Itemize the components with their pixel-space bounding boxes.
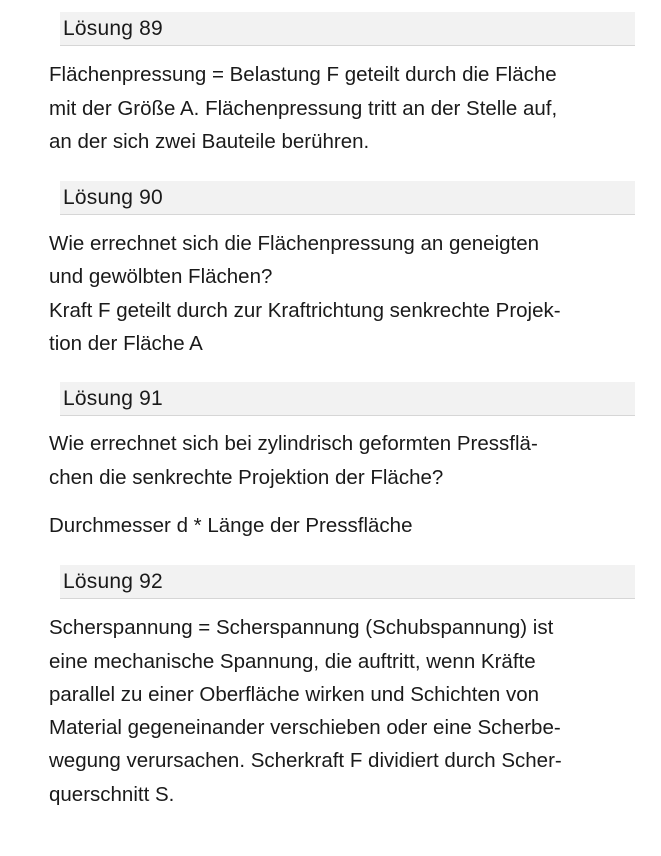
solution-heading-label: Lösung 92 xyxy=(63,570,163,593)
solution-heading-label: Lösung 90 xyxy=(63,186,163,209)
answer-text-line: eine mechanische Spannung, die auftritt, wenn Kräfte xyxy=(49,650,536,673)
question-text-line: chen die senkrechte Projektion der Fläche? xyxy=(49,466,444,489)
solution-heading-90 xyxy=(60,181,635,215)
answer-text-line: Scherspannung = Scherspannung (Schubspannung) ist xyxy=(49,616,554,639)
solution-heading-label: Lösung 89 xyxy=(63,17,163,40)
question-text-line: Wie errechnet sich bei zylindrisch geformten Pressflä- xyxy=(49,432,538,455)
answer-text-line: Durchmesser d * Länge der Pressfläche xyxy=(49,514,413,537)
solution-heading-92 xyxy=(60,565,635,599)
solution-heading-label: Lösung 91 xyxy=(63,387,163,410)
answer-text-line: Material gegeneinander verschieben oder eine Scherbe- xyxy=(49,716,561,739)
solution-heading-91 xyxy=(60,382,635,416)
answer-text-line: parallel zu einer Oberfläche wirken und Schichten von xyxy=(49,683,539,706)
answer-text-line: wegung verursachen. Scherkraft F dividiert durch Scher- xyxy=(49,749,562,772)
answer-text-line: an der sich zwei Bauteile berühren. xyxy=(49,130,370,153)
answer-text-line: Flächenpressung = Belastung F geteilt durch die Fläche xyxy=(49,63,557,86)
answer-text-line: querschnitt S. xyxy=(49,783,175,806)
answer-text-line: mit der Größe A. Flächenpressung tritt an der Stelle auf, xyxy=(49,97,558,120)
question-text-line: und gewölbten Flächen? xyxy=(49,265,273,288)
answer-text-line: Kraft F geteilt durch zur Kraftrichtung senkrechte Projek- xyxy=(49,299,561,322)
answer-text-line: tion der Fläche A xyxy=(49,332,203,355)
solution-heading-89 xyxy=(60,12,635,46)
question-text-line: Wie errechnet sich die Flächenpressung an geneigten xyxy=(49,232,540,255)
